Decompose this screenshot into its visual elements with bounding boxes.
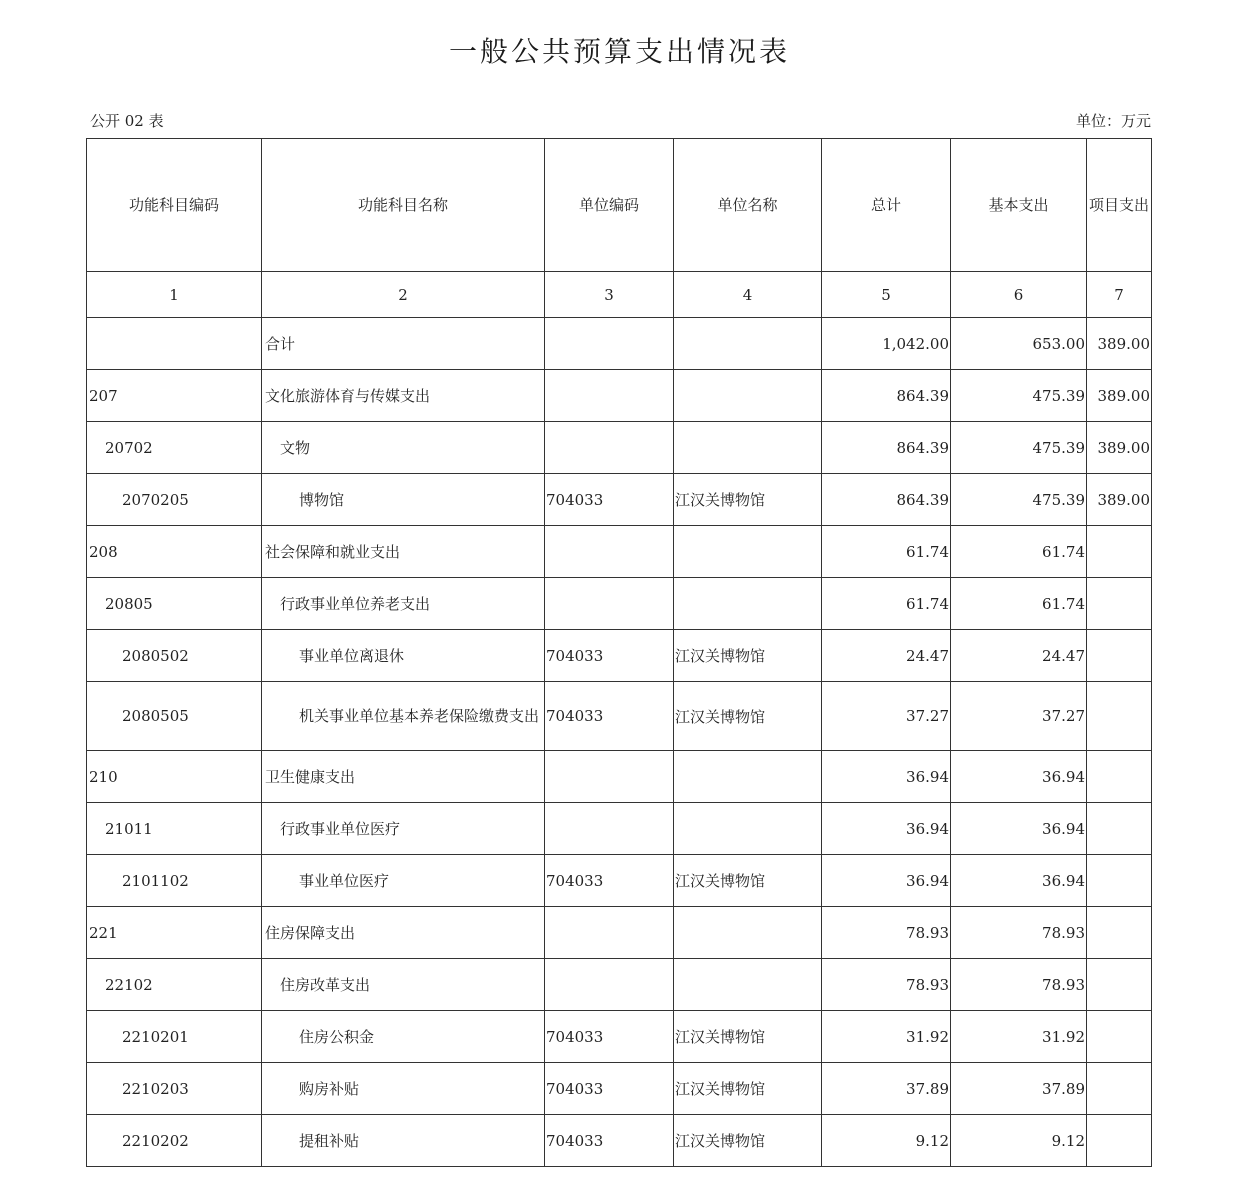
- project-cell: [1087, 907, 1152, 959]
- table-row: [87, 1115, 1152, 1167]
- unit-code-cell: 704033: [545, 1063, 674, 1115]
- table-row: [87, 1063, 1152, 1115]
- table-row: [87, 682, 1152, 751]
- total-cell: 36.94: [822, 751, 951, 803]
- index-row: [87, 272, 1152, 318]
- unit-code-cell: [545, 751, 674, 803]
- table-row: [87, 1011, 1152, 1063]
- func-code-cell: 20805: [87, 578, 262, 630]
- func-name-cell: 事业单位离退休: [262, 630, 545, 682]
- project-cell: [1087, 1011, 1152, 1063]
- func-name-cell: 合计: [262, 318, 545, 370]
- unit-name-cell: [674, 803, 822, 855]
- project-cell: [1087, 855, 1152, 907]
- unit-name-cell: 江汉关博物馆: [674, 1115, 822, 1167]
- func-code-cell: 2210202: [87, 1115, 262, 1167]
- unit-name-cell: [674, 578, 822, 630]
- unit-code-cell: 704033: [545, 630, 674, 682]
- func-name-cell: 卫生健康支出: [262, 751, 545, 803]
- unit-code-cell: [545, 803, 674, 855]
- func-name-cell: 机关事业单位基本养老保险缴费支出: [262, 682, 545, 751]
- index-cell: 4: [674, 272, 822, 318]
- unit-name-cell: [674, 370, 822, 422]
- unit-code-cell: [545, 318, 674, 370]
- unit-code-cell: [545, 959, 674, 1011]
- total-cell: 78.93: [822, 907, 951, 959]
- table-row: [87, 318, 1152, 370]
- total-cell: 24.47: [822, 630, 951, 682]
- project-cell: [1087, 1115, 1152, 1167]
- table-row: [87, 474, 1152, 526]
- table-row: [87, 370, 1152, 422]
- func-code-cell: 2070205: [87, 474, 262, 526]
- table-row: [87, 630, 1152, 682]
- func-name-cell: 社会保障和就业支出: [262, 526, 545, 578]
- func-code-cell: 2080505: [87, 682, 262, 751]
- unit-label: 单位：万元: [1075, 112, 1151, 130]
- budget-table: [86, 138, 1152, 1167]
- table-row: [87, 959, 1152, 1011]
- unit-name-cell: 江汉关博物馆: [674, 630, 822, 682]
- unit-name-cell: [674, 526, 822, 578]
- total-cell: 61.74: [822, 526, 951, 578]
- unit-name-cell: 江汉关博物馆: [674, 474, 822, 526]
- col-header-project: 项目支出: [1087, 139, 1152, 272]
- total-cell: 1,042.00: [822, 318, 951, 370]
- unit-code-cell: 704033: [545, 1011, 674, 1063]
- unit-name-cell: 江汉关博物馆: [674, 1011, 822, 1063]
- basic-cell: 9.12: [951, 1115, 1087, 1167]
- total-cell: 31.92: [822, 1011, 951, 1063]
- index-cell: 1: [87, 272, 262, 318]
- basic-cell: 36.94: [951, 803, 1087, 855]
- index-cell: 3: [545, 272, 674, 318]
- basic-cell: 475.39: [951, 422, 1087, 474]
- table-row: [87, 751, 1152, 803]
- table-row: [87, 803, 1152, 855]
- func-name-cell: 文物: [262, 422, 545, 474]
- table-row: [87, 855, 1152, 907]
- project-cell: [1087, 803, 1152, 855]
- col-header-func-name: 功能科目名称: [262, 139, 545, 272]
- func-name-cell: 行政事业单位医疗: [262, 803, 545, 855]
- func-name-cell: 行政事业单位养老支出: [262, 578, 545, 630]
- col-header-total: 总计: [822, 139, 951, 272]
- basic-cell: 61.74: [951, 526, 1087, 578]
- basic-cell: 31.92: [951, 1011, 1087, 1063]
- project-cell: [1087, 959, 1152, 1011]
- col-header-unit-name: 单位名称: [674, 139, 822, 272]
- unit-name-cell: 江汉关博物馆: [674, 855, 822, 907]
- func-code-cell: 22102: [87, 959, 262, 1011]
- func-code-cell: 2210201: [87, 1011, 262, 1063]
- basic-cell: 78.93: [951, 959, 1087, 1011]
- basic-cell: 37.89: [951, 1063, 1087, 1115]
- index-cell: 5: [822, 272, 951, 318]
- col-header-unit-code: 单位编码: [545, 139, 674, 272]
- unit-code-cell: 704033: [545, 474, 674, 526]
- unit-code-cell: [545, 578, 674, 630]
- basic-cell: 78.93: [951, 907, 1087, 959]
- total-cell: 37.27: [822, 682, 951, 751]
- func-code-cell: 207: [87, 370, 262, 422]
- total-cell: 864.39: [822, 474, 951, 526]
- total-cell: 37.89: [822, 1063, 951, 1115]
- func-code-cell: 20702: [87, 422, 262, 474]
- func-code-cell: 208: [87, 526, 262, 578]
- unit-code-cell: [545, 907, 674, 959]
- total-cell: 864.39: [822, 422, 951, 474]
- basic-cell: 37.27: [951, 682, 1087, 751]
- header-row: [87, 139, 1152, 272]
- project-cell: [1087, 1063, 1152, 1115]
- total-cell: 9.12: [822, 1115, 951, 1167]
- func-code-cell: 210: [87, 751, 262, 803]
- unit-name-cell: 江汉关博物馆: [674, 1063, 822, 1115]
- project-cell: 389.00: [1087, 422, 1152, 474]
- func-code-cell: [87, 318, 262, 370]
- table-row: [87, 422, 1152, 474]
- table-row: [87, 526, 1152, 578]
- project-cell: [1087, 630, 1152, 682]
- total-cell: 36.94: [822, 855, 951, 907]
- func-name-cell: 博物馆: [262, 474, 545, 526]
- func-name-cell: 文化旅游体育与传媒支出: [262, 370, 545, 422]
- unit-code-cell: 704033: [545, 1115, 674, 1167]
- func-name-cell: 事业单位医疗: [262, 855, 545, 907]
- func-name-cell: 住房公积金: [262, 1011, 545, 1063]
- index-cell: 2: [262, 272, 545, 318]
- project-cell: [1087, 526, 1152, 578]
- col-header-func-code: 功能科目编码: [87, 139, 262, 272]
- total-cell: 78.93: [822, 959, 951, 1011]
- unit-code-cell: 704033: [545, 682, 674, 751]
- func-code-cell: 2210203: [87, 1063, 262, 1115]
- func-code-cell: 221: [87, 907, 262, 959]
- total-cell: 61.74: [822, 578, 951, 630]
- unit-name-cell: [674, 751, 822, 803]
- unit-code-cell: [545, 422, 674, 474]
- unit-code-cell: 704033: [545, 855, 674, 907]
- unit-code-cell: [545, 526, 674, 578]
- form-number: 公开 02 表: [90, 112, 164, 130]
- basic-cell: 36.94: [951, 855, 1087, 907]
- func-name-cell: 住房改革支出: [262, 959, 545, 1011]
- project-cell: [1087, 682, 1152, 751]
- unit-name-cell: [674, 959, 822, 1011]
- table-row: [87, 578, 1152, 630]
- func-code-cell: 2101102: [87, 855, 262, 907]
- col-header-basic: 基本支出: [951, 139, 1087, 272]
- func-name-cell: 住房保障支出: [262, 907, 545, 959]
- unit-name-cell: [674, 318, 822, 370]
- total-cell: 36.94: [822, 803, 951, 855]
- unit-name-cell: [674, 907, 822, 959]
- basic-cell: 61.74: [951, 578, 1087, 630]
- total-cell: 864.39: [822, 370, 951, 422]
- func-code-cell: 2080502: [87, 630, 262, 682]
- unit-name-cell: [674, 422, 822, 474]
- project-cell: [1087, 751, 1152, 803]
- basic-cell: 475.39: [951, 474, 1087, 526]
- basic-cell: 475.39: [951, 370, 1087, 422]
- func-code-cell: 21011: [87, 803, 262, 855]
- unit-code-cell: [545, 370, 674, 422]
- basic-cell: 653.00: [951, 318, 1087, 370]
- page-title: 一般公共预算支出情况表: [448, 35, 790, 68]
- index-cell: 7: [1087, 272, 1152, 318]
- project-cell: [1087, 578, 1152, 630]
- basic-cell: 36.94: [951, 751, 1087, 803]
- project-cell: 389.00: [1087, 318, 1152, 370]
- basic-cell: 24.47: [951, 630, 1087, 682]
- project-cell: 389.00: [1087, 474, 1152, 526]
- index-cell: 6: [951, 272, 1087, 318]
- project-cell: 389.00: [1087, 370, 1152, 422]
- table-row: [87, 907, 1152, 959]
- func-name-cell: 提租补贴: [262, 1115, 545, 1167]
- func-name-cell: 购房补贴: [262, 1063, 545, 1115]
- unit-name-cell: 江汉关博物馆: [674, 682, 822, 751]
